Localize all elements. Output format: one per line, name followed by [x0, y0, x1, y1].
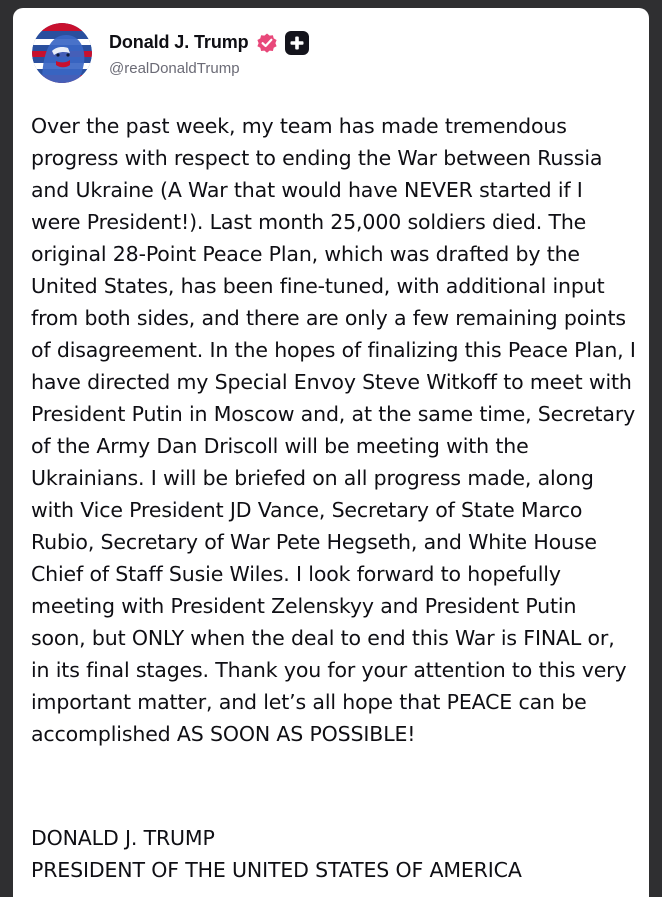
plus-badge-icon[interactable] [285, 31, 309, 55]
post-signature [31, 822, 522, 886]
post-header [32, 20, 309, 86]
author-info [109, 30, 309, 77]
author-handle[interactable]: @realDonaldTrump [109, 59, 240, 77]
avatar-image [32, 23, 92, 83]
signature-name: DONALD J. TRUMP [31, 826, 215, 850]
post-card [13, 8, 649, 897]
name-row [109, 30, 309, 56]
post-body-text: Over the past week, my team has made tremendous progress with respect to ending the War between Russia and Ukraine (A War that would have NEVER started if I were President!). Last month 25,000 soldiers died. The original 28-Point Peace Plan, which was drafted by the United States, has been fine-tuned, with additional input from both sides, and there are only a few remaining points of disagreement. In the hopes of finalizing this Peace Plan, I have directed my Special Envoy Steve Witkoff to meet with President Putin in Moscow and, at the same time, Secretary of the Army Dan Driscoll will be meeting with the Ukrainians. I will be briefed on all progress made, along with Vice President JD Vance, Secretary of State Marco Rubio, Secretary of War Pete Hegseth, and White House Chief of Staff Susie Wiles. I look forward to hopefully meeting with President Zelenskyy and President Putin soon, but ONLY when the deal to end this War is FINAL or, in its final stages. Thank you for your attention to this very important matter, and let’s all hope that PEACE can be accomplished AS SOON AS POSSIBLE! [31, 114, 643, 746]
verified-check-icon [255, 31, 279, 55]
signature-title: PRESIDENT OF THE UNITED STATES OF AMERICA [31, 858, 522, 882]
author-display-name[interactable]: Donald J. Trump [109, 32, 249, 52]
avatar[interactable] [32, 23, 92, 83]
